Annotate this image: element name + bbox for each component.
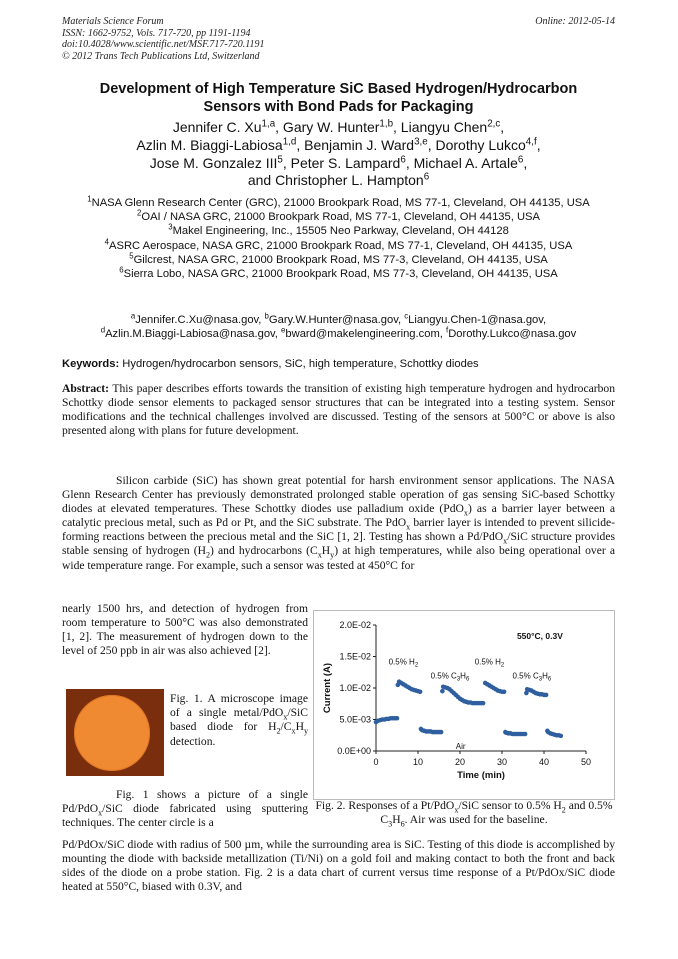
- email-mark: e: [281, 325, 286, 335]
- data-point: [481, 701, 486, 706]
- email-mark: b: [264, 311, 269, 321]
- paper-title: [62, 80, 615, 116]
- fig2-chart: [313, 610, 615, 800]
- body-text: barrier layer is intended to prevent silicide-forming reactions between the precious metal and the SiC [1, 2]. Testing has shown a Pd/PdO: [62, 516, 615, 544]
- data-point: [544, 693, 549, 698]
- affiliation-number: 4: [104, 236, 110, 246]
- subscript: x: [317, 550, 322, 560]
- keywords-text: Hydrogen/hydrocarbon sensors, SiC, high temperature, Schottky diodes: [119, 358, 479, 370]
- affiliation-list: [62, 196, 615, 281]
- data-point: [395, 716, 400, 721]
- author-affil-mark: 5: [277, 153, 283, 165]
- body-text: Silicon carbide (SiC) has shown great potential for harsh environment sensor applications. The NASA Glenn Research Center has previously demonstrated prolonged stable operation of gas sensing SiC-based Schottky diodes at elevated temperatures. These Schottky diodes use palladium oxide (PdO: [62, 474, 615, 516]
- subscript: y: [330, 550, 335, 560]
- x-tick-label: 20: [454, 757, 466, 767]
- author-affil-mark: 1,b: [379, 118, 394, 130]
- affiliation-text: Makel Engineering, Inc., 15505 Neo Parkway, Cleveland, OH 44128: [172, 225, 509, 238]
- y-axis-label: Current (A): [322, 662, 333, 714]
- affiliation-text: ASRC Aerospace, NASA GRC, 21000 Brookpark Road, MS 77-1, Cleveland, OH 44135, USA: [109, 239, 573, 252]
- email-mark: c: [404, 311, 409, 321]
- y-tick-label: 2.0E-02: [339, 620, 371, 630]
- body-left-column: nearly 1500 hrs, and detection of hydrogen from room temperature to 500°C was also demonstrated [1, 2]. The measurement of hydrogen down to the level of 250 ppb in air was also achieved [2].: [62, 602, 308, 658]
- affiliation: [62, 224, 615, 238]
- body-text: ) as a barrier layer between a catalytic precious metal, such as Pd or Pt, and the SiC substrate. The PdO: [62, 502, 616, 530]
- keywords: [62, 357, 615, 371]
- caption-text: /C: [280, 720, 292, 734]
- caption-text: and 0.5% C: [380, 799, 613, 826]
- chart-annotation: 550°C, 0.3V: [516, 630, 563, 641]
- issn: ISSN: 1662-9752, Vols. 717-720, pp 1191-1194: [62, 27, 251, 39]
- caption-text: /SiC sensor to 0.5% H: [458, 799, 562, 812]
- affiliation: [62, 210, 615, 224]
- chart-annotation: 0.5% $H_2$: [388, 657, 419, 669]
- author-affil-mark: 1,d: [282, 136, 297, 148]
- affiliation: [62, 196, 615, 210]
- caption-text: . Air was used for the baseline.: [404, 813, 548, 826]
- author-line-3: Jose M. Gonzalez III$^5$, Peter S. Lampard$^6$, Michael A. Artale$^6$,: [149, 153, 528, 171]
- affiliation-number: 2: [137, 208, 142, 218]
- email-link[interactable]: Jennifer.C.Xu@nasa.gov,: [135, 314, 265, 326]
- author-line-2: Azlin M. Biaggi-Labiosa$^{1,d}$, Benjamin J. Ward$^{3,e}$, Dorothy Lukco$^{4,f}$,: [136, 136, 541, 153]
- x-tick-label: 10: [412, 757, 424, 767]
- author-name: , Michael A. Artale: [405, 154, 518, 171]
- body-paragraph-1: [62, 474, 615, 573]
- affiliation: [62, 267, 615, 281]
- email-line-1: [62, 313, 615, 327]
- caption-text: detection.: [170, 734, 216, 748]
- caption-text: Fig. 2. Responses of a Pt/PdO: [315, 799, 455, 812]
- subscript: x: [454, 805, 459, 815]
- body-text: Fig. 1 shows a picture of a single Pd/PdO: [62, 788, 308, 816]
- email-mark: f: [446, 325, 449, 335]
- chart-annotation: 0.5% $H_2$: [474, 657, 505, 669]
- fig2-caption: [313, 799, 615, 827]
- author-name: , Dorothy Lukco: [427, 136, 526, 153]
- email-link[interactable]: Dorothy.Lukco@nasa.gov: [448, 328, 577, 341]
- abstract-label: Abstract:: [62, 382, 110, 395]
- body-left-column-2: [62, 788, 308, 830]
- x-tick-label: 30: [496, 757, 508, 767]
- data-point: [439, 730, 444, 735]
- y-tick-label: 1.0E-02: [339, 683, 371, 693]
- author-name: Jose M. Gonzalez III: [149, 154, 278, 171]
- email-link[interactable]: Liangyu.Chen-1@nasa.gov,: [408, 314, 547, 326]
- subscript: 2: [276, 726, 281, 736]
- diode-disc: [74, 695, 150, 771]
- email-mark: a: [130, 311, 136, 321]
- author-affil-mark: 2,c: [487, 118, 501, 130]
- chart-annotation: 0.5% $C_3H_6$: [512, 671, 552, 683]
- body-text: ) and hydrocarbons (C: [210, 544, 318, 558]
- affiliation: [62, 253, 615, 267]
- subscript: x: [283, 712, 288, 722]
- author-affil-mark: 4,f: [525, 136, 537, 148]
- author-line-4: [62, 172, 615, 190]
- subscript: 2: [561, 805, 566, 815]
- data-point: [418, 689, 423, 694]
- body-text: /SiC structure provides stable sensing of hydrogen (H: [62, 530, 615, 558]
- subscript: x: [463, 508, 468, 518]
- chart-annotation: 0.5% $C_3H_6$: [430, 671, 470, 683]
- abstract: [62, 382, 615, 438]
- x-tick-label: 0: [373, 757, 379, 767]
- author-name: , Peter S. Lampard: [282, 154, 401, 171]
- abstract-text: This paper describes efforts towards the transition of existing high temperature hydrogen and hydrocarbon Schottky diode sensor elements to packaged sensor structures that can be integrated into a testing system. Sensor modifications and the technical challenges involved are discussed. Testing of the sensors at 500°C or above is also presented along with plans for future development.: [62, 382, 615, 438]
- author-name: , Liangyu Chen: [393, 119, 488, 135]
- subscript: x: [291, 726, 296, 736]
- subscript: x: [406, 522, 411, 532]
- affiliation-number: 1: [87, 194, 92, 204]
- microscope-image: [66, 689, 164, 776]
- author-name: , Benjamin J. Ward: [296, 136, 415, 153]
- author-affil-mark: 1,a: [261, 118, 276, 130]
- x-tick-label: 50: [580, 757, 592, 767]
- caption-text: H: [295, 720, 304, 734]
- author-affil-mark: 6: [517, 153, 524, 165]
- y-tick-label: 5.0E-03: [339, 714, 371, 725]
- data-point: [523, 732, 528, 737]
- subscript: y: [303, 726, 308, 736]
- affiliation-text: Gilcrest, NASA GRC, 21000 Brookpark Road, MS 77-3, Cleveland, OH 44135, USA: [133, 253, 548, 266]
- caption-text: H: [392, 813, 401, 826]
- email-mark: d: [100, 325, 106, 335]
- author-affil-mark: 6: [423, 171, 430, 183]
- title-line-1: Development of High Temperature SiC Based Hydrogen/Hydrocarbon: [99, 81, 578, 97]
- y-tick-label: 1.5E-02: [339, 651, 371, 662]
- subscript: 2: [205, 550, 211, 560]
- author-list: [62, 119, 615, 190]
- affiliation-text: NASA Glenn Research Center (GRC), 21000 Brookpark Road, MS 77-1, Cleveland, OH 44135, USA: [91, 197, 590, 209]
- online-date: Online: 2012-05-14: [535, 16, 615, 27]
- chart-annotation: Air: [455, 742, 466, 752]
- email-link[interactable]: bward@makelengineering.com,: [285, 328, 446, 341]
- data-point: [502, 689, 507, 694]
- author-name: Jennifer C. Xu: [172, 119, 262, 135]
- affiliation-number: 5: [129, 251, 134, 261]
- x-axis-label: Time (min): [457, 770, 505, 781]
- keywords-label: Keywords:: [62, 358, 120, 370]
- author-name: and Christopher L. Hampton: [247, 172, 424, 189]
- email-link[interactable]: Azlin.M.Biaggi-Labiosa@nasa.gov,: [105, 328, 282, 341]
- subscript: 3: [388, 819, 393, 829]
- caption-text: /SiC based diode for H: [170, 706, 308, 734]
- title-line-2: Sensors with Bond Pads for Packaging: [203, 99, 474, 115]
- email-line-2: [62, 327, 615, 341]
- author-name: , Gary W. Hunter: [275, 119, 380, 135]
- y-tick-label: 0.0E+00: [337, 746, 371, 756]
- fig1-caption: [170, 692, 308, 749]
- body-text: /SiC diode fabricated using sputtering techniques. The center circle is a: [62, 802, 308, 830]
- doi: doi:10.4028/www.scientific.net/MSF.717-720.1191: [62, 39, 265, 50]
- body-bottom-paragraph: Pd/PdOx/SiC diode with radius of 500 µm, while the surrounding area is SiC. Testing of this diode is accomplished by mounting the diode with backside metallization (Ti/Ni) on a gold foil and making contact to both the front and back sides of the diode on a probe station. Fig. 2 is a data chart of current versus time response of a Pt/PdOx/SiC diode heated at 550°C, biased with 0.3V, and: [62, 838, 615, 894]
- author-affil-mark: 6: [400, 153, 406, 165]
- copyright: © 2012 Trans Tech Publications Ltd, Switzerland: [62, 50, 260, 62]
- caption-text: Fig. 1. A microscope image of a single metal/PdO: [170, 692, 308, 720]
- email-list: [62, 313, 615, 341]
- data-point: [440, 689, 445, 694]
- subscript: x: [503, 536, 508, 546]
- journal-header: [62, 16, 265, 62]
- affiliation-text: OAI / NASA GRC, 21000 Brookpark Road, MS 77-1, Cleveland, OH 44135, USA: [141, 211, 540, 224]
- affiliation-text: Sierra Lobo, NASA GRC, 21000 Brookpark Road, MS 77-3, Cleveland, OH 44135, USA: [123, 268, 558, 281]
- author-affil-mark: 3,e: [414, 136, 428, 148]
- body-text: ) at high temperatures, while also being operational over a wide temperature range. For example, such a sensor was tested at 450°C for: [62, 544, 615, 572]
- author-name: Azlin M. Biaggi-Labiosa: [136, 136, 283, 153]
- affiliation-number: 3: [168, 222, 173, 232]
- body-text: H: [321, 544, 331, 558]
- affiliation: [62, 236, 615, 253]
- affiliation-number: 6: [119, 265, 124, 275]
- subscript: x: [98, 808, 103, 818]
- x-tick-label: 40: [538, 757, 550, 767]
- journal-name: Materials Science Forum: [62, 16, 164, 27]
- chart-svg: [314, 611, 614, 799]
- subscript: 6: [400, 819, 405, 829]
- data-point: [559, 734, 564, 739]
- author-line-1: Jennifer C. Xu$^{1,a}$, Gary W. Hunter$^{1,b}$, Liangyu Chen$^{2,c}$,: [172, 118, 505, 135]
- email-link[interactable]: Gary.W.Hunter@nasa.gov,: [268, 314, 405, 326]
